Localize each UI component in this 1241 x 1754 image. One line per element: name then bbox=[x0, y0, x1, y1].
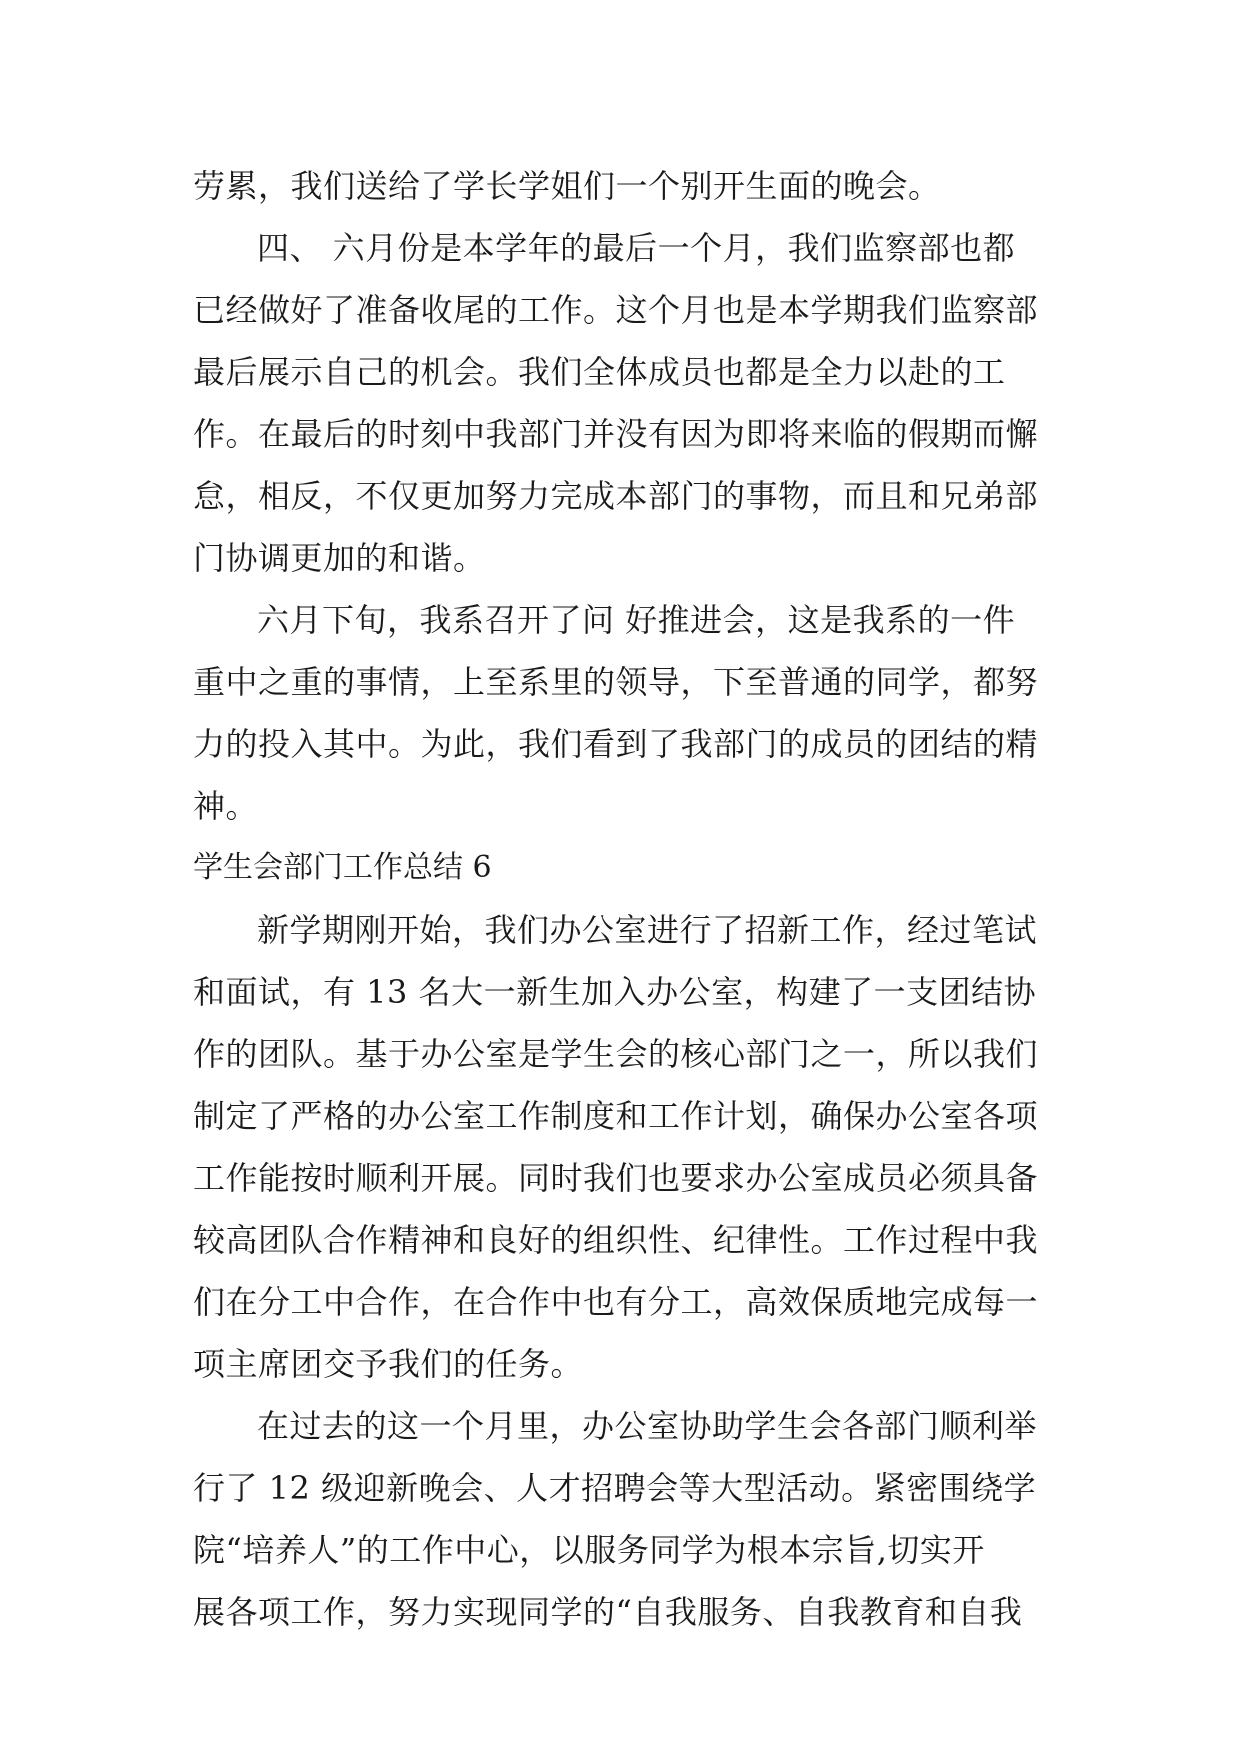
text-line: 力的投入其中。为此，我们看到了我部门的成员的团结的精 bbox=[193, 725, 1039, 763]
text-line: 神。 bbox=[193, 787, 259, 825]
text-line: 行了 12 级迎新晚会、人才招聘会等大型活动。紧密围绕学 bbox=[193, 1469, 1037, 1507]
text-line: 制定了严格的办公室工作制度和工作计划，确保办公室各项 bbox=[193, 1097, 1039, 1135]
text-line: 工作能按时顺利开展。同时我们也要求办公室成员必须具备 bbox=[193, 1159, 1039, 1197]
text-line: 最后展示自己的机会。我们全体成员也都是全力以赴的工 bbox=[193, 353, 1006, 391]
text-line: 四、 六月份是本学年的最后一个月，我们监察部也都 bbox=[257, 229, 1016, 267]
text-line: 六月下旬，我系召开了问 好推进会，这是我系的一件 bbox=[257, 601, 1016, 639]
section-heading: 学生会部门工作总结 6 bbox=[193, 850, 492, 885]
text-line: 们在分工中合作，在合作中也有分工，高效保质地完成每一 bbox=[193, 1283, 1039, 1321]
text-line: 院“培养人”的工作中心，以服务同学为根本宗旨,切实开 bbox=[193, 1531, 985, 1569]
text-line: 作的团队。基于办公室是学生会的核心部门之一，所以我们 bbox=[193, 1035, 1039, 1073]
text-line: 重中之重的事情，上至系里的领导，下至普通的同学，都努 bbox=[193, 663, 1039, 701]
text-line: 已经做好了准备收尾的工作。这个月也是本学期我们监察部 bbox=[193, 291, 1039, 329]
text-line: 较高团队合作精神和良好的组织性、纪律性。工作过程中我 bbox=[193, 1221, 1039, 1259]
text-line: 新学期刚开始，我们办公室进行了招新工作，经过笔试 bbox=[257, 911, 1038, 949]
text-line: 作。在最后的时刻中我部门并没有因为即将来临的假期而懈 bbox=[193, 415, 1039, 453]
text-line: 和面试，有 13 名大一新生加入办公室，构建了一支团结协 bbox=[193, 973, 1037, 1011]
text-line: 展各项工作，努力实现同学的“自我服务、自我教育和自我 bbox=[193, 1593, 1023, 1631]
text-line: 劳累，我们送给了学长学姐们一个别开生面的晚会。 bbox=[193, 167, 941, 205]
text-line: 在过去的这一个月里，办公室协助学生会各部门顺利举 bbox=[257, 1407, 1038, 1445]
text-line: 项主席团交予我们的任务。 bbox=[193, 1345, 584, 1383]
text-line: 怠，相反，不仅更加努力完成本部门的事物，而且和兄弟部 bbox=[193, 477, 1039, 515]
text-line: 门协调更加的和谐。 bbox=[193, 539, 486, 577]
